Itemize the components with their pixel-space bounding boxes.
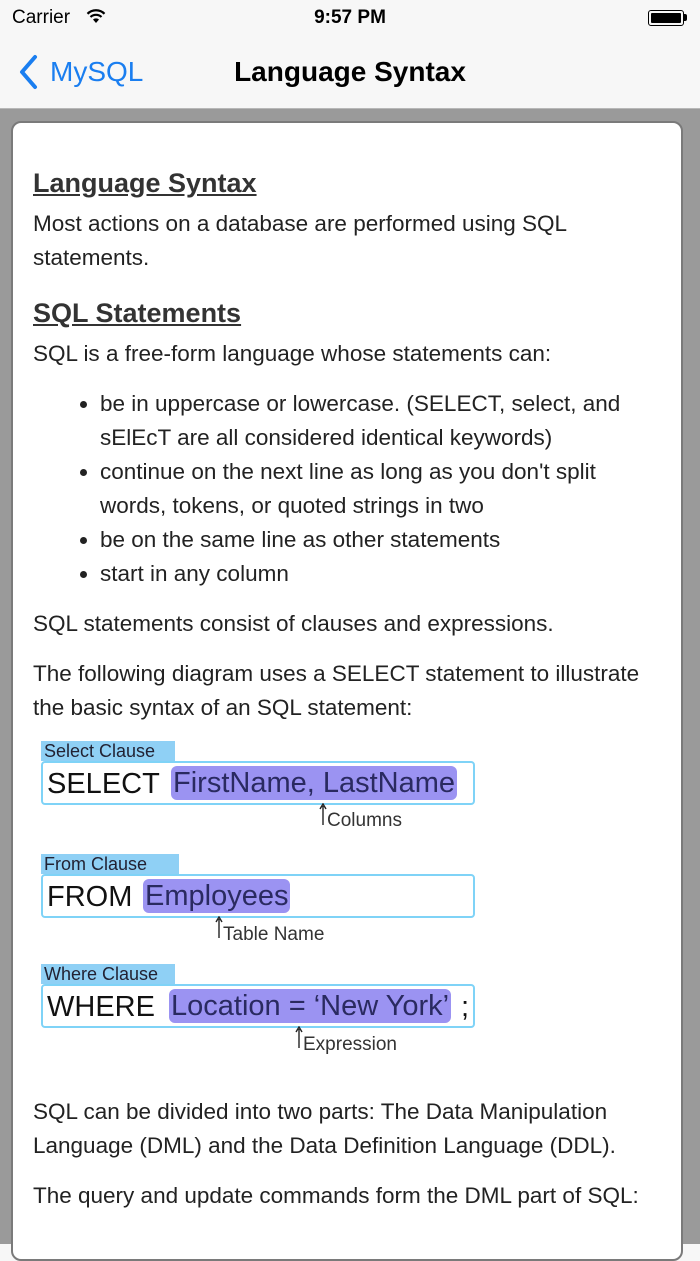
expression-caption: Expression <box>303 1034 397 1055</box>
list-item: • be in uppercase or lowercase. (SELECT, select, and sElEcT are all considered identical keywords) <box>100 387 663 455</box>
clauses-paragraph: SQL statements consist of clauses and expressions. <box>33 611 554 636</box>
carrier-label: Carrier <box>12 7 71 28</box>
statement-rules-list <box>33 387 663 591</box>
clock: 9:57 PM <box>314 7 386 28</box>
navigation-bar <box>0 36 700 109</box>
heading-sql-statements: SQL Statements <box>33 298 242 328</box>
columns-caption: Columns <box>327 810 402 831</box>
heading-language-syntax: Language Syntax <box>33 168 257 198</box>
parts-paragraph: SQL can be divided into two parts: The Data Manipulation Language (DML) and the Data Definition Language (DDL). <box>33 1099 616 1158</box>
from-keyword: FROM <box>47 881 133 913</box>
list-intro-paragraph: SQL is a free-form language whose statements can: <box>33 341 552 366</box>
where-clause-box <box>41 984 475 1028</box>
diagram-intro-paragraph: The following diagram uses a SELECT statement to illustrate the basic syntax of an SQL statement: <box>33 661 640 720</box>
dml-paragraph: The query and update commands form the DML part of SQL: <box>33 1183 639 1208</box>
table-name-pointer-icon <box>215 916 223 938</box>
intro-paragraph: Most actions on a database are performed using SQL statements. <box>33 211 567 270</box>
table-name-caption: Table Name <box>223 924 325 945</box>
select-clause-tag: Select Clause <box>41 741 175 761</box>
list-item: • be on the same line as other statements <box>100 523 663 557</box>
back-button-label: MySQL <box>50 56 144 87</box>
battery-icon <box>648 10 688 26</box>
sql-syntax-diagram <box>39 741 499 1081</box>
article-body <box>33 163 663 1229</box>
expression-pointer-icon <box>295 1026 303 1048</box>
where-expression-highlight: Location = ‘New York’ <box>171 990 450 1022</box>
where-clause-tag: Where Clause <box>41 964 175 984</box>
select-clause-box <box>41 761 475 805</box>
list-item: • start in any column <box>100 557 663 591</box>
columns-pointer-icon <box>319 803 327 825</box>
from-clause-box <box>41 874 475 918</box>
article-card <box>11 121 683 1261</box>
statement-terminator: ; <box>461 991 470 1023</box>
select-columns-highlight: FirstName, LastName <box>173 767 456 799</box>
page-title: Language Syntax <box>234 56 466 87</box>
list-item: • continue on the next line as long as you don't split words, tokens, or quoted strings in two <box>100 455 663 523</box>
where-keyword: WHERE <box>47 991 155 1023</box>
status-bar <box>0 0 700 36</box>
content-area[interactable] <box>0 109 700 1244</box>
from-table-highlight: Employees <box>145 880 289 912</box>
select-keyword: SELECT <box>47 768 160 800</box>
from-clause-tag: From Clause <box>41 854 179 874</box>
